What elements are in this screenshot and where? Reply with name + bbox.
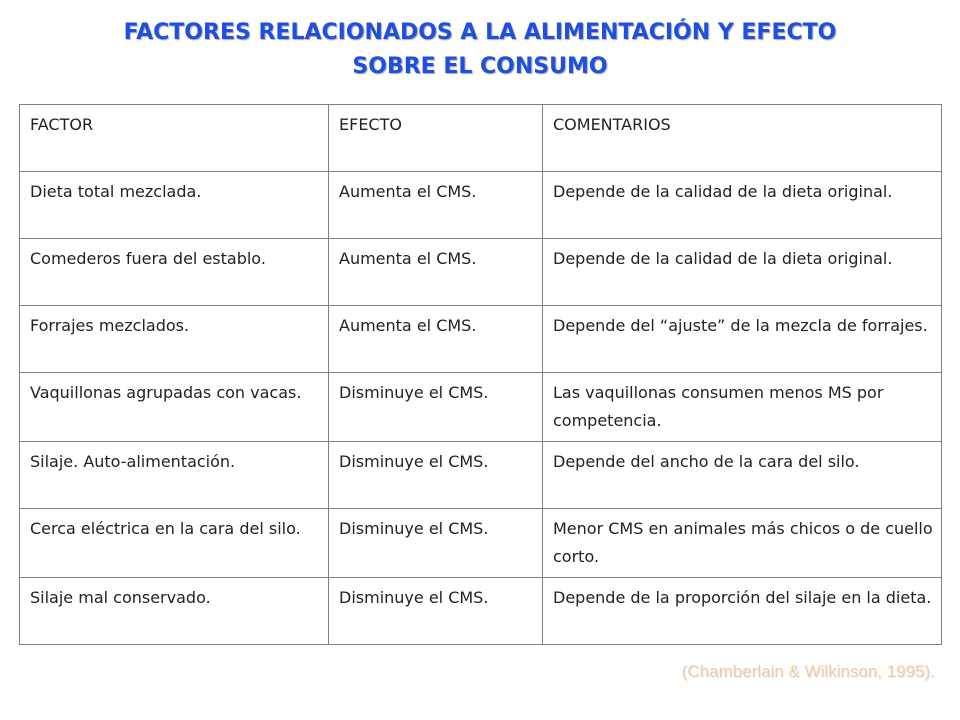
title-line-2: SOBRE EL CONSUMO [352, 54, 608, 79]
cell-factor: Silaje mal conservado. [20, 578, 329, 645]
cell-factor: Silaje. Auto-alimentación. [20, 442, 329, 509]
header-factor: FACTOR [20, 105, 329, 172]
table-row [20, 509, 942, 578]
cell-efecto: Disminuye el CMS. [329, 442, 543, 509]
table-row [20, 373, 942, 442]
header-efecto: EFECTO [329, 105, 543, 172]
table-row [20, 239, 942, 306]
cell-factor: Forrajes mezclados. [20, 306, 329, 373]
factors-table [19, 104, 942, 645]
cell-comentario: Menor CMS en animales más chicos o de cuello corto. [543, 509, 942, 578]
cell-comentario: Depende de la calidad de la dieta original. [543, 239, 942, 306]
title-line-1: FACTORES RELACIONADOS A LA ALIMENTACIÓN Y EFECTO [123, 20, 837, 45]
table-row [20, 306, 942, 373]
cell-comentario: Depende del “ajuste” de la mezcla de forrajes. [543, 306, 942, 373]
cell-efecto: Aumenta el CMS. [329, 172, 543, 239]
cell-comentario: Depende de la proporción del silaje en la dieta. [543, 578, 942, 645]
cell-factor: Vaquillonas agrupadas con vacas. [20, 373, 329, 442]
cell-efecto: Disminuye el CMS. [329, 509, 543, 578]
cell-comentario: Depende de la calidad de la dieta original. [543, 172, 942, 239]
cell-comentario: Depende del ancho de la cara del silo. [543, 442, 942, 509]
cell-comentario: Las vaquillonas consumen menos MS por competencia. [543, 373, 942, 442]
cell-efecto: Disminuye el CMS. [329, 373, 543, 442]
table-row [20, 172, 942, 239]
table-row [20, 442, 942, 509]
cell-factor: Cerca eléctrica en la cara del silo. [20, 509, 329, 578]
slide-title [0, 16, 960, 84]
table-row [20, 578, 942, 645]
cell-factor: Dieta total mezclada. [20, 172, 329, 239]
cell-factor: Comederos fuera del establo. [20, 239, 329, 306]
header-comentarios: COMENTARIOS [543, 105, 942, 172]
cell-efecto: Disminuye el CMS. [329, 578, 543, 645]
citation: (Chamberlain & Wilkinson, 1995). [681, 662, 935, 681]
cell-efecto: Aumenta el CMS. [329, 306, 543, 373]
table-header-row [20, 105, 942, 172]
cell-efecto: Aumenta el CMS. [329, 239, 543, 306]
